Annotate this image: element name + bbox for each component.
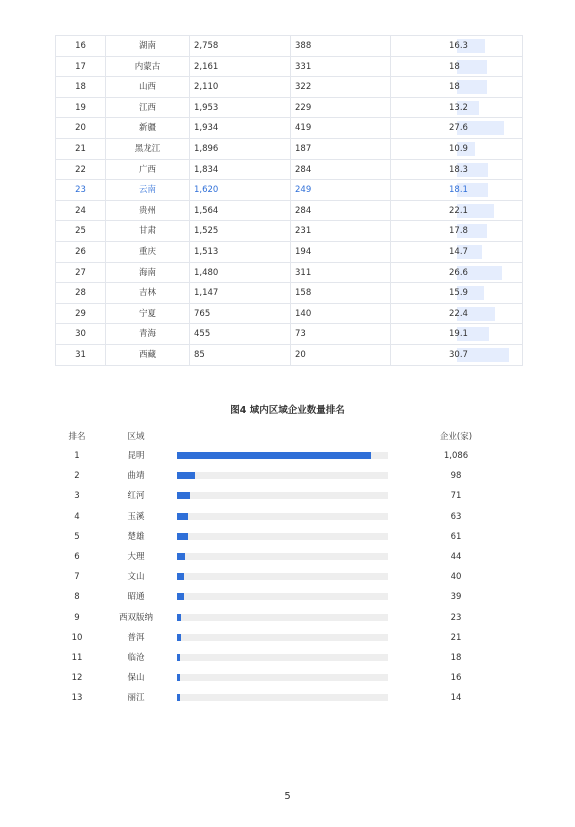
value-cell-a: 1,480: [190, 263, 291, 284]
value-label: 63: [450, 511, 462, 522]
header-region: 区域: [127, 432, 145, 442]
rank-label: 8: [74, 592, 80, 603]
region-label: 西双版纳: [118, 612, 153, 623]
ratio-value: 17.8: [449, 226, 468, 237]
value-cell-b: 20: [291, 345, 391, 366]
province-name-cell: 青海: [106, 324, 190, 345]
ratio-cell: [391, 345, 523, 366]
page-number: 5: [284, 791, 291, 802]
rank-label: 13: [71, 693, 83, 704]
rank-label: 2: [74, 471, 80, 482]
bar-track: [177, 472, 388, 479]
region-label: 普洱: [127, 632, 145, 643]
region-label: 保山: [127, 673, 145, 684]
bar: [177, 492, 190, 499]
bar-track: [177, 654, 388, 661]
value-cell-b: 322: [291, 77, 391, 98]
chart-row: [0, 530, 575, 550]
rank-cell: 27: [56, 263, 106, 284]
chart-row: [0, 611, 575, 631]
ratio-value: 14.7: [449, 246, 468, 257]
rank-cell: 26: [56, 242, 106, 263]
table-row: [56, 283, 523, 304]
value-label: 44: [450, 552, 462, 562]
value-label: 39: [450, 592, 462, 603]
value-cell-a: 1,934: [190, 118, 291, 139]
chart-row: [0, 449, 575, 469]
ratio-cell: [391, 160, 523, 181]
ratio-cell: [391, 180, 523, 201]
rank-cell: 20: [56, 118, 106, 139]
rank-cell: 23: [56, 180, 106, 201]
rank-cell: 16: [56, 36, 106, 57]
table-row: [56, 160, 523, 181]
province-table: [55, 35, 523, 366]
ratio-cell: [391, 304, 523, 325]
province-name-cell: 甘肃: [106, 221, 190, 242]
province-name-cell: 吉林: [106, 283, 190, 304]
province-name-cell: 贵州: [106, 201, 190, 222]
region-label: 楚雄: [127, 531, 145, 542]
table-row: [56, 201, 523, 222]
value-cell-b: 249: [291, 180, 391, 201]
value-cell-a: 2,110: [190, 77, 291, 98]
table-row: [56, 221, 523, 242]
ratio-value: 22.4: [449, 308, 468, 319]
region-label: 文山: [127, 572, 145, 583]
value-label: 21: [450, 632, 462, 643]
ratio-bar: [457, 60, 487, 74]
ratio-value: 26.6: [449, 267, 468, 278]
value-cell-a: 1,513: [190, 242, 291, 263]
ratio-cell: [391, 263, 523, 284]
value-label: 16: [450, 673, 462, 684]
ratio-value: 13.2: [449, 102, 468, 113]
value-cell-b: 73: [291, 324, 391, 345]
value-cell-b: 388: [291, 36, 391, 57]
bar: [177, 452, 371, 459]
ratio-cell: [391, 283, 523, 304]
rank-cell: 31: [56, 345, 106, 366]
rank-label: 5: [74, 531, 80, 542]
table-row: [56, 57, 523, 78]
province-name-cell: 内蒙古: [106, 57, 190, 78]
ratio-cell: [391, 139, 523, 160]
ratio-value: 10.9: [449, 143, 468, 154]
ratio-value: 15.9: [449, 288, 468, 299]
bar-track: [177, 533, 388, 540]
bar-track: [177, 614, 388, 621]
rank-cell: 21: [56, 139, 106, 160]
table-row: [56, 242, 523, 263]
value-cell-a: 2,758: [190, 36, 291, 57]
province-name-cell: 江西: [106, 98, 190, 119]
chart-row: [0, 510, 575, 530]
value-cell-b: 194: [291, 242, 391, 263]
rank-label: 7: [74, 572, 80, 583]
chart-row: [0, 691, 575, 711]
value-cell-b: 419: [291, 118, 391, 139]
bar-track: [177, 694, 388, 701]
value-label: 14: [450, 693, 462, 704]
bar-track: [177, 513, 388, 520]
rank-cell: 17: [56, 57, 106, 78]
table-row: [56, 118, 523, 139]
value-cell-b: 231: [291, 221, 391, 242]
value-label: 40: [450, 572, 462, 583]
rank-cell: 22: [56, 160, 106, 181]
rank-label: 9: [74, 612, 80, 623]
rank-label: 3: [74, 491, 80, 502]
region-label: 红河: [127, 491, 145, 502]
rank-label: 4: [74, 511, 80, 522]
province-name-cell: 新疆: [106, 118, 190, 139]
rank-label: 6: [74, 552, 80, 562]
table-row: [56, 180, 523, 201]
rank-cell: 24: [56, 201, 106, 222]
ratio-cell: [391, 77, 523, 98]
bar: [177, 614, 181, 621]
ratio-cell: [391, 98, 523, 119]
chart-row: [0, 550, 575, 570]
value-label: 18: [450, 653, 462, 663]
bar: [177, 553, 185, 560]
header-rank: 排名: [68, 432, 86, 442]
value-label: 23: [450, 612, 462, 623]
rank-cell: 18: [56, 77, 106, 98]
ratio-bar: [457, 80, 487, 94]
ratio-value: 18: [449, 61, 460, 72]
ratio-cell: [391, 242, 523, 263]
bar-track: [177, 634, 388, 641]
table-row: [56, 98, 523, 119]
province-name-cell: 海南: [106, 263, 190, 284]
value-cell-a: 1,896: [190, 139, 291, 160]
value-cell-b: 187: [291, 139, 391, 160]
region-label: 临沧: [127, 653, 145, 663]
chart-row: [0, 671, 575, 691]
bar-track: [177, 492, 388, 499]
value-cell-a: 1,147: [190, 283, 291, 304]
chart-row: [0, 469, 575, 489]
bar-track: [177, 452, 388, 459]
region-label: 曲靖: [127, 471, 145, 482]
ratio-cell: [391, 324, 523, 345]
ratio-value: 18: [449, 82, 460, 93]
value-cell-a: 1,620: [190, 180, 291, 201]
value-cell-b: 140: [291, 304, 391, 325]
bar: [177, 674, 180, 681]
bar: [177, 634, 181, 641]
ratio-value: 30.7: [449, 349, 468, 360]
ratio-cell: [391, 118, 523, 139]
value-cell-a: 85: [190, 345, 291, 366]
bar: [177, 694, 180, 701]
table-row: [56, 324, 523, 345]
ratio-value: 19.1: [449, 329, 468, 340]
province-name-cell: 黑龙江: [106, 139, 190, 160]
province-name-cell: 湖南: [106, 36, 190, 57]
value-label: 61: [450, 531, 462, 542]
rank-label: 10: [71, 632, 83, 643]
figure-title: 图4 域内区域企业数量排名: [230, 405, 345, 416]
ratio-cell: [391, 36, 523, 57]
province-name-cell: 宁夏: [106, 304, 190, 325]
value-cell-b: 331: [291, 57, 391, 78]
rank-cell: 29: [56, 304, 106, 325]
value-cell-b: 229: [291, 98, 391, 119]
table-row: [56, 263, 523, 284]
ratio-cell: [391, 201, 523, 222]
table-row: [56, 36, 523, 57]
bar-track: [177, 553, 388, 560]
value-cell-a: 455: [190, 324, 291, 345]
value-label: 71: [450, 491, 462, 502]
region-label: 丽江: [127, 693, 145, 704]
ratio-value: 18.1: [449, 185, 468, 196]
ratio-cell: [391, 57, 523, 78]
ratio-value: 27.6: [449, 123, 468, 134]
table-row: [56, 139, 523, 160]
bar: [177, 654, 180, 661]
rank-label: 12: [71, 673, 83, 684]
value-cell-a: 2,161: [190, 57, 291, 78]
header-count: 企业(家): [439, 432, 473, 442]
bar-track: [177, 573, 388, 580]
chart-row: [0, 570, 575, 590]
ratio-value: 18.3: [449, 164, 468, 175]
value-label: 98: [450, 471, 462, 482]
chart-row: [0, 651, 575, 671]
value-cell-a: 1,834: [190, 160, 291, 181]
table-row: [56, 304, 523, 325]
chart-row: [0, 590, 575, 610]
value-cell-a: 1,525: [190, 221, 291, 242]
rank-cell: 30: [56, 324, 106, 345]
chart-row: [0, 631, 575, 651]
table-row: [56, 77, 523, 98]
province-name-cell: 山西: [106, 77, 190, 98]
table-row: [56, 345, 523, 366]
region-label: 昭通: [127, 592, 145, 603]
value-cell-a: 1,953: [190, 98, 291, 119]
region-label: 昆明: [127, 451, 145, 461]
ratio-value: 16.3: [449, 41, 468, 51]
value-cell-a: 1,564: [190, 201, 291, 222]
province-name-cell: 重庆: [106, 242, 190, 263]
region-label: 大理: [127, 552, 145, 562]
rank-label: 11: [71, 653, 83, 663]
bar: [177, 593, 184, 600]
region-label: 玉溪: [127, 511, 145, 522]
value-cell-b: 311: [291, 263, 391, 284]
value-cell-b: 284: [291, 160, 391, 181]
bar: [177, 533, 188, 540]
ratio-cell: [391, 221, 523, 242]
province-name-cell: 云南: [106, 180, 190, 201]
rank-cell: 25: [56, 221, 106, 242]
value-cell-b: 284: [291, 201, 391, 222]
bar-track: [177, 593, 388, 600]
rank-label: 1: [74, 451, 80, 461]
bar-track: [177, 674, 388, 681]
bar: [177, 573, 184, 580]
ratio-value: 22.1: [449, 205, 468, 216]
value-cell-b: 158: [291, 283, 391, 304]
province-name-cell: 广西: [106, 160, 190, 181]
value-label: 1,086: [443, 451, 469, 461]
value-cell-a: 765: [190, 304, 291, 325]
rank-cell: 19: [56, 98, 106, 119]
bar: [177, 472, 195, 479]
province-name-cell: 西藏: [106, 345, 190, 366]
rank-cell: 28: [56, 283, 106, 304]
chart-row: [0, 489, 575, 509]
bar: [177, 513, 188, 520]
